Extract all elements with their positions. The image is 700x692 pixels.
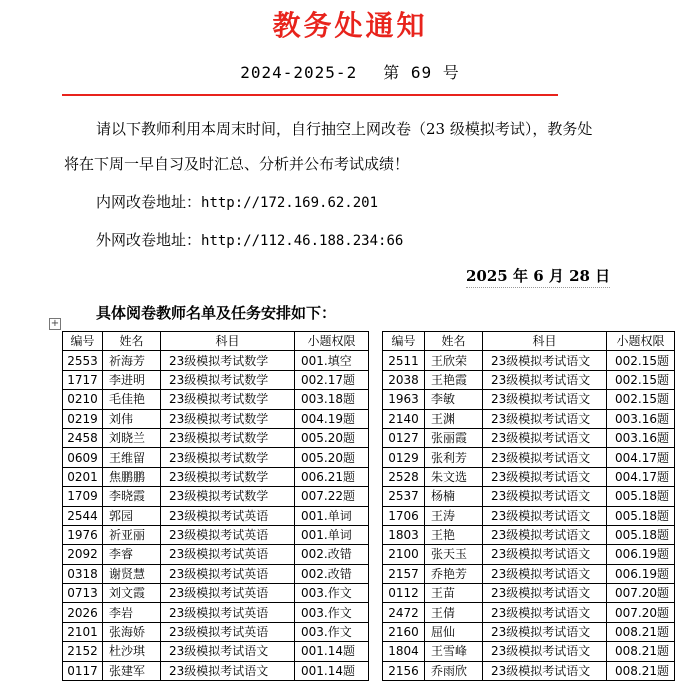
cell-subject: 23级模拟考试英语	[161, 525, 295, 544]
cell-subject: 23级模拟考试数学	[161, 370, 295, 389]
cell-scope: 006.19题	[607, 564, 675, 583]
table-row	[383, 642, 675, 661]
cell-scope: 007.22题	[295, 487, 369, 506]
notice-paragraph-2: 将在下周一早自习及时汇总、分析并公布考试成绩！	[64, 155, 410, 173]
cell-id: 0127	[383, 428, 425, 447]
cell-id: 2157	[383, 564, 425, 583]
table-row	[383, 448, 675, 467]
cell-subject: 23级模拟考试语文	[483, 661, 607, 680]
cell-subject: 23级模拟考试语文	[483, 409, 607, 428]
cell-scope: 003.16题	[607, 409, 675, 428]
cell-id: 2100	[383, 545, 425, 564]
cell-id: 0318	[63, 564, 103, 583]
cell-id: 0609	[63, 448, 103, 467]
column-header-subject: 科目	[161, 332, 295, 351]
table-row	[63, 661, 369, 680]
cell-name: 李睿	[103, 545, 161, 564]
cell-scope: 008.21题	[607, 661, 675, 680]
cell-id: 2553	[63, 351, 103, 370]
cell-scope: 003.作文	[295, 622, 369, 641]
cell-id: 0210	[63, 390, 103, 409]
cell-name: 焦鹏鹏	[103, 467, 161, 486]
table-row	[63, 525, 369, 544]
cell-subject: 23级模拟考试语文	[483, 487, 607, 506]
cell-subject: 23级模拟考试英语	[161, 622, 295, 641]
table-row	[383, 603, 675, 622]
cell-scope: 005.18题	[607, 487, 675, 506]
cell-subject: 23级模拟考试语文	[483, 584, 607, 603]
cell-scope: 005.18题	[607, 506, 675, 525]
cell-subject: 23级模拟考试语文	[483, 448, 607, 467]
cell-scope: 006.19题	[607, 545, 675, 564]
cell-name: 祈海芳	[103, 351, 161, 370]
cell-subject: 23级模拟考试数学	[161, 467, 295, 486]
cell-scope: 003.作文	[295, 603, 369, 622]
cell-name: 郭园	[103, 506, 161, 525]
table-row	[383, 622, 675, 641]
document-term: 2024-2025-2	[240, 63, 358, 82]
cell-scope: 005.20题	[295, 428, 369, 447]
table-row	[63, 467, 369, 486]
cell-name: 王欣荣	[425, 351, 483, 370]
cell-name: 李晓霞	[103, 487, 161, 506]
cell-id: 2458	[63, 428, 103, 447]
table-row	[63, 642, 369, 661]
document-serial: 第 69 号	[383, 63, 460, 82]
cell-subject: 23级模拟考试数学	[161, 351, 295, 370]
roster-heading: 具体阅卷教师名单及任务安排如下：	[96, 304, 337, 322]
extranet-url: http://112.46.188.234:66	[201, 233, 404, 249]
cell-subject: 23级模拟考试语文	[483, 428, 607, 447]
column-header-id: 编号	[383, 332, 425, 351]
table-row	[63, 390, 369, 409]
cell-subject: 23级模拟考试语文	[483, 603, 607, 622]
cell-id: 2537	[383, 487, 425, 506]
cell-name: 李岩	[103, 603, 161, 622]
cell-subject: 23级模拟考试数学	[161, 487, 295, 506]
cell-subject: 23级模拟考试数学	[161, 428, 295, 447]
cell-name: 祈亚丽	[103, 525, 161, 544]
cell-name: 刘伟	[103, 409, 161, 428]
cell-subject: 23级模拟考试语文	[483, 622, 607, 641]
cell-name: 张丽霞	[425, 428, 483, 447]
cell-name: 张建军	[103, 661, 161, 680]
cell-name: 李敏	[425, 390, 483, 409]
cell-scope: 003.作文	[295, 584, 369, 603]
cell-id: 2160	[383, 622, 425, 641]
cell-subject: 23级模拟考试语文	[483, 351, 607, 370]
cell-id: 1804	[383, 642, 425, 661]
intranet-address-line	[96, 191, 378, 212]
cell-scope: 003.16题	[607, 428, 675, 447]
table-row	[383, 390, 675, 409]
table-row	[63, 622, 369, 641]
cell-id: 2026	[63, 603, 103, 622]
cell-scope: 003.18题	[295, 390, 369, 409]
extranet-address-line	[96, 229, 403, 250]
document-number	[0, 60, 700, 83]
cell-id: 0201	[63, 467, 103, 486]
cell-scope: 002.15题	[607, 390, 675, 409]
cell-subject: 23级模拟考试语文	[483, 564, 607, 583]
table-row	[383, 506, 675, 525]
cell-subject: 23级模拟考试语文	[483, 370, 607, 389]
cell-subject: 23级模拟考试语文	[483, 390, 607, 409]
cell-scope: 006.21题	[295, 467, 369, 486]
cell-subject: 23级模拟考试英语	[161, 584, 295, 603]
cell-id: 2528	[383, 467, 425, 486]
cell-id: 2140	[383, 409, 425, 428]
cell-name: 张天玉	[425, 545, 483, 564]
cell-scope: 001.单词	[295, 506, 369, 525]
cell-id: 0112	[383, 584, 425, 603]
cell-id: 1717	[63, 370, 103, 389]
cell-subject: 23级模拟考试语文	[483, 506, 607, 525]
cell-id: 2156	[383, 661, 425, 680]
table-row	[63, 370, 369, 389]
cell-scope: 005.20题	[295, 448, 369, 467]
cell-name: 王维留	[103, 448, 161, 467]
column-header-name: 姓名	[103, 332, 161, 351]
table-row	[63, 545, 369, 564]
cell-id: 1803	[383, 525, 425, 544]
cell-name: 王艳	[425, 525, 483, 544]
cell-name: 王艳霞	[425, 370, 483, 389]
cell-scope: 005.18题	[607, 525, 675, 544]
table-row	[383, 351, 675, 370]
cell-name: 朱文选	[425, 467, 483, 486]
cell-id: 1709	[63, 487, 103, 506]
column-header-subject: 科目	[483, 332, 607, 351]
cell-id: 2092	[63, 545, 103, 564]
table-row	[63, 428, 369, 447]
table-row	[383, 370, 675, 389]
cell-scope: 001.填空	[295, 351, 369, 370]
table-row	[383, 661, 675, 680]
cell-id: 0129	[383, 448, 425, 467]
cell-name: 谢贤慧	[103, 564, 161, 583]
cell-subject: 23级模拟考试语文	[483, 467, 607, 486]
column-header-id: 编号	[63, 332, 103, 351]
cell-scope: 002.改错	[295, 564, 369, 583]
cell-scope: 004.17题	[607, 467, 675, 486]
cell-id: 0713	[63, 584, 103, 603]
cell-id: 0219	[63, 409, 103, 428]
cell-subject: 23级模拟考试语文	[161, 661, 295, 680]
cell-name: 毛佳艳	[103, 390, 161, 409]
table-header-row	[383, 332, 675, 351]
table-row	[63, 448, 369, 467]
table-row	[63, 506, 369, 525]
cell-name: 王涛	[425, 506, 483, 525]
cell-name: 杨楠	[425, 487, 483, 506]
cell-id: 1976	[63, 525, 103, 544]
cell-scope: 002.15题	[607, 370, 675, 389]
table-row	[63, 603, 369, 622]
cell-subject: 23级模拟考试数学	[161, 390, 295, 409]
intranet-url: http://172.169.62.201	[201, 195, 379, 211]
notice-date: 2025 年 6 月 28 日	[466, 265, 610, 288]
grader-table-left	[62, 331, 369, 681]
table-row	[383, 525, 675, 544]
cell-scope: 004.17题	[607, 448, 675, 467]
table-row	[63, 487, 369, 506]
table-move-handle-icon[interactable]: +	[50, 318, 60, 329]
grader-table-right	[382, 331, 675, 681]
cell-id: 2152	[63, 642, 103, 661]
cell-name: 杜沙琪	[103, 642, 161, 661]
intranet-label: 内网改卷地址：	[96, 193, 202, 211]
cell-id: 1706	[383, 506, 425, 525]
cell-name: 刘文霞	[103, 584, 161, 603]
cell-name: 屈仙	[425, 622, 483, 641]
cell-subject: 23级模拟考试语文	[161, 642, 295, 661]
table-row	[383, 545, 675, 564]
table-row	[383, 564, 675, 583]
cell-id: 2101	[63, 622, 103, 641]
table-row	[63, 564, 369, 583]
column-header-name: 姓名	[425, 332, 483, 351]
cell-id: 2038	[383, 370, 425, 389]
notice-paragraph-1: 请以下教师利用本周末时间，自行抽空上网改卷（23 级模拟考试），教务处	[96, 120, 593, 138]
column-header-scope: 小题权限	[607, 332, 675, 351]
cell-scope: 001.14题	[295, 642, 369, 661]
cell-subject: 23级模拟考试英语	[161, 564, 295, 583]
cell-scope: 008.21题	[607, 642, 675, 661]
cell-subject: 23级模拟考试语文	[483, 525, 607, 544]
cell-subject: 23级模拟考试数学	[161, 448, 295, 467]
table-header-row	[63, 332, 369, 351]
cell-scope: 001.14题	[295, 661, 369, 680]
cell-name: 乔雨欣	[425, 661, 483, 680]
cell-id: 2544	[63, 506, 103, 525]
cell-scope: 007.20题	[607, 603, 675, 622]
cell-scope: 002.17题	[295, 370, 369, 389]
table-row	[63, 351, 369, 370]
cell-id: 2472	[383, 603, 425, 622]
cell-subject: 23级模拟考试数学	[161, 409, 295, 428]
cell-name: 张海娇	[103, 622, 161, 641]
cell-name: 王雪峰	[425, 642, 483, 661]
cell-scope: 008.21题	[607, 622, 675, 641]
table-row	[383, 467, 675, 486]
table-row	[63, 584, 369, 603]
cell-name: 刘晓兰	[103, 428, 161, 447]
cell-name: 李进明	[103, 370, 161, 389]
cell-name: 乔艳芳	[425, 564, 483, 583]
cell-subject: 23级模拟考试语文	[483, 545, 607, 564]
cell-scope: 002.15题	[607, 351, 675, 370]
table-row	[383, 487, 675, 506]
table-row	[63, 409, 369, 428]
column-header-scope: 小题权限	[295, 332, 369, 351]
cell-id: 1963	[383, 390, 425, 409]
cell-subject: 23级模拟考试语文	[483, 642, 607, 661]
extranet-label: 外网改卷地址：	[96, 231, 202, 249]
cell-subject: 23级模拟考试英语	[161, 506, 295, 525]
cell-subject: 23级模拟考试英语	[161, 545, 295, 564]
cell-scope: 004.19题	[295, 409, 369, 428]
cell-name: 王苗	[425, 584, 483, 603]
table-row	[383, 428, 675, 447]
cell-scope: 002.改错	[295, 545, 369, 564]
table-row	[383, 584, 675, 603]
header-red-rule	[62, 94, 558, 96]
cell-scope: 007.20题	[607, 584, 675, 603]
table-row	[383, 409, 675, 428]
cell-id: 0117	[63, 661, 103, 680]
cell-scope: 001.单词	[295, 525, 369, 544]
cell-subject: 23级模拟考试英语	[161, 603, 295, 622]
cell-name: 王渊	[425, 409, 483, 428]
cell-name: 王倩	[425, 603, 483, 622]
cell-name: 张利芳	[425, 448, 483, 467]
page-title: 教务处通知	[272, 9, 428, 42]
cell-id: 2511	[383, 351, 425, 370]
